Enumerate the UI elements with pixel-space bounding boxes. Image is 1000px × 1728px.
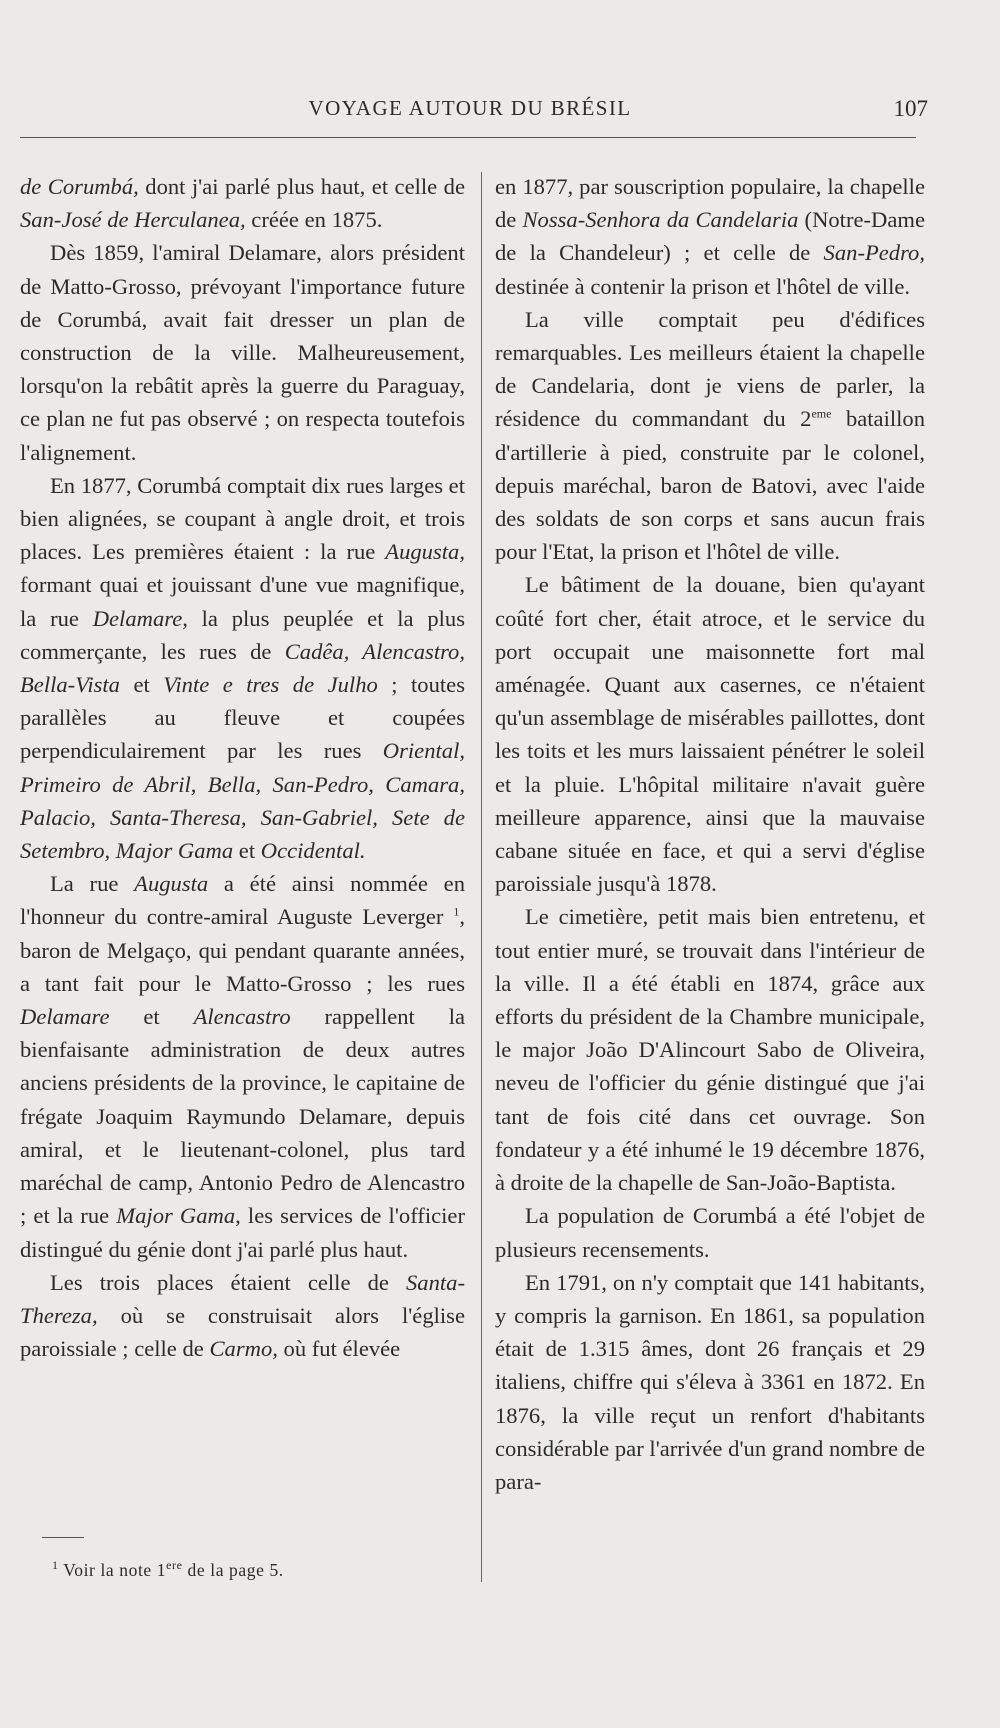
left-column [20,170,465,1365]
italic-text: Alencastro [193,1004,291,1030]
italic-text: Augusta [134,871,209,897]
text-run: dont j'ai parlé plus haut, et celle de [138,174,465,199]
paragraph [495,568,925,900]
text-run: Le bâtiment de la douane, bien qu'ayant coûté fort cher, était atroce, et le service du port occupait une maisonnette fort mal aménagée. Quant aux casernes, ce n'étaient qu'un assemblage de misérables paillottes, dont les toits et les murs laissaient pénétrer le soleil et la pluie. L'hôpital militaire n'avait guère meilleure apparence, ainsi que la mauvaise cabane située en face, et qui a servi d'église paroissiale jusqu'à 1878. [495,572,925,897]
text-run: en 1877, par souscription populaire, la chapelle de [495,174,925,233]
italic-text: Delamare, [92,605,188,631]
text-run: En 1877, Corumbá comptait dix rues larges et bien alignées, se coupant à angle droit, et trois places. Les premières étaient : la rue [20,472,465,565]
text-run: La rue [50,871,135,897]
footnote [52,1560,472,1581]
text-run: , baron de Melgaço, qui pendant quarante années, a tant fait pour le Matto-Grosso ; les rues [20,904,465,996]
italic-text: Oriental, Primeiro de Abril, Bella, San-Pedro, Camara, Palacio, Santa-Theresa, San-Gabriel, Sete de Setembro, Major Gama [20,738,465,864]
text-run: créée en 1875. [245,207,383,233]
text-run: La ville comptait peu d'édifices remarquables. Les meilleurs étaient la chapelle de Candelaria, dont je viens de parler, la résidence du commandant du 2 [495,306,925,432]
text-run: rappellent la bienfaisante administration de deux autres anciens présidents de la province, le capitaine de frégate Joaquim Raymundo Delamare, depuis amiral, et le lieutenant-colonel, plus tard maréchal de camp, Antonio Pedro de Alencastro ; et la rue [20,1004,465,1229]
text-run: où se construisait alors l'église paroissiale ; celle de [20,1302,465,1362]
text-run: Le cimetière, petit mais bien entretenu, et tout entier muré, se trouvait dans l'intérieur de la ville. Il a été établi en 1874, grâce aux efforts du président de la Chambre municipale, le major João D'Alincourt Sabo de Oliveira, neveu de l'officier du génie distingué que j'ai tant de fois cité dans cet ouvrage. Son fondateur y a été inhumé le 19 décembre 1876, à droite de la chapelle de San-João-Baptista. [495,904,925,1196]
italic-text: Carmo, [209,1336,278,1362]
paragraph [20,236,465,468]
paragraph [495,1266,925,1498]
text-run: Dès 1859, l'amiral Delamare, alors président de Matto-Grosso, prévoyant l'importance future de Corumbá, avait fait dresser un plan de construction de la ville. Malheureusement, lorsqu'on la rebâtit après la guerre du Paraguay, ce plan ne fut pas observé ; on respecta toutefois l'alignement. [20,240,465,465]
italic-text: Augusta, [385,539,465,565]
text-run: (Notre-Dame de la Chandeleur) ; et celle de [495,207,925,266]
text-run: de la page 5. [182,1560,284,1580]
text-run: destinée à contenir la prison et l'hôtel de ville. [495,273,911,299]
text-run: la plus peuplée et la plus commerçante, les rues de [20,605,465,664]
page-number: 107 [893,96,928,121]
text-run: où fut élevée [277,1336,401,1362]
right-column [495,170,925,1498]
italic-text: Occidental. [260,838,366,864]
superscript: ere [166,1558,183,1573]
text-run: Voir la note 1 [58,1560,167,1580]
italic-text: de Corumbá, [20,174,139,199]
italic-text: Cadêa, Alencastro, Bella-Vista [20,638,465,698]
italic-text: Major Gama, [116,1203,241,1229]
superscript: 1 [52,1558,59,1573]
italic-text: San-Pedro, [823,240,925,266]
paragraph [20,170,465,236]
italic-text: Nossa-Senhora da Candelaria [522,207,799,233]
italic-text: Vinte e tres de Julho [163,672,378,698]
text-run: a été ainsi nommée en l'honneur du contre-amiral Auguste Leverger [20,871,465,930]
superscript: eme [811,406,832,421]
text-run: En 1791, on n'y comptait que 141 habitants, y compris la garnison. En 1861, sa population était de 1.315 âmes, dont 26 français et 29 italiens, chiffre qui s'éleva à 3361 en 1872. En 1876, la ville reçut un renfort d'habitants considérable par l'arrivée d'un grand nombre de para- [495,1269,925,1494]
italic-text: Santa-Thereza, [20,1269,465,1328]
text-run: et [109,1004,194,1030]
text-run: formant quai et jouissant d'une vue magnifique, la rue [20,572,465,631]
text-run: ; toutes parallèles au fleuve et coupées perpendiculairement par les rues [20,672,466,764]
paragraph [495,1199,925,1265]
column-divider [481,172,482,1582]
page-header [20,96,928,130]
paragraph [495,303,925,569]
superscript: 1 [453,904,460,919]
paragraph [20,1266,465,1366]
header-rule [20,137,916,138]
paragraph [20,867,465,1265]
paragraph [495,900,925,1199]
italic-text: San-José de Herculanea, [20,207,246,233]
text-run: bataillon d'artillerie à pied, construite par le colonel, depuis maréchal, baron de Batovi, avec l'aide des soldats de son corps et sans aucun frais pour l'Etat, la prison et l'hôtel de ville. [495,406,925,565]
text-run: les services de l'officier distingué du génie dont j'ai parlé plus haut. [20,1203,465,1262]
text-run: La population de Corumbá a été l'objet de plusieurs recensements. [495,1203,925,1262]
footnote-rule [42,1537,84,1538]
text-run: et [119,672,164,698]
paragraph [20,469,465,867]
text-run: et [233,838,261,864]
italic-text: Delamare [20,1004,110,1030]
text-run: Les trois places étaient celle de [50,1269,406,1295]
running-title: VOYAGE AUTOUR DU BRÉSIL [308,96,632,120]
paragraph [495,170,925,303]
